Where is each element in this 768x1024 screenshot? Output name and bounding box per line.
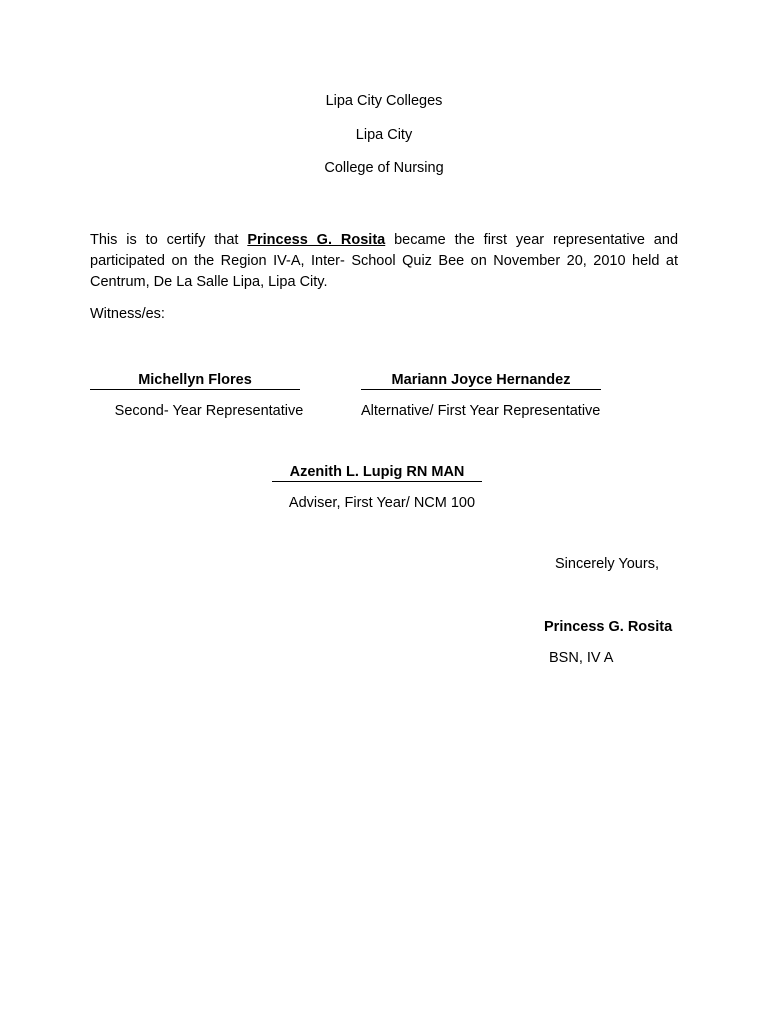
certification-lead: This is to certify that (90, 232, 248, 248)
adviser-signature-name: Azenith L. Lupig RN MAN (272, 463, 482, 482)
witness-2-title: Alternative/ First Year Representative (361, 403, 601, 419)
certification-body: became the first year representative and participated on the Region IV-A, Inter- School Quiz Bee on November 20, 2010 held at Centrum, De La Salle Lipa, Lipa City. (90, 232, 679, 290)
institution-city: Lipa City (355, 127, 413, 143)
college-name: College of Nursing (324, 160, 444, 176)
closing-signatory-name: Princess G. Rosita (544, 619, 673, 635)
witness-label: Witness/es: (90, 306, 165, 322)
witness-2-signature-name: Mariann Joyce Hernandez (361, 371, 601, 390)
witness-1-signature-name: Michellyn Flores (90, 371, 300, 390)
institution-name: Lipa City Colleges (325, 93, 443, 109)
certification-paragraph (90, 230, 678, 293)
certified-person-name: Princess G. Rosita (247, 232, 386, 248)
closing-salutation: Sincerely Yours, (555, 556, 659, 572)
adviser-title: Adviser, First Year/ NCM 100 (288, 495, 476, 511)
witness-1-title: Second- Year Representative (114, 403, 304, 419)
closing-signatory-title: BSN, IV A (549, 650, 614, 666)
